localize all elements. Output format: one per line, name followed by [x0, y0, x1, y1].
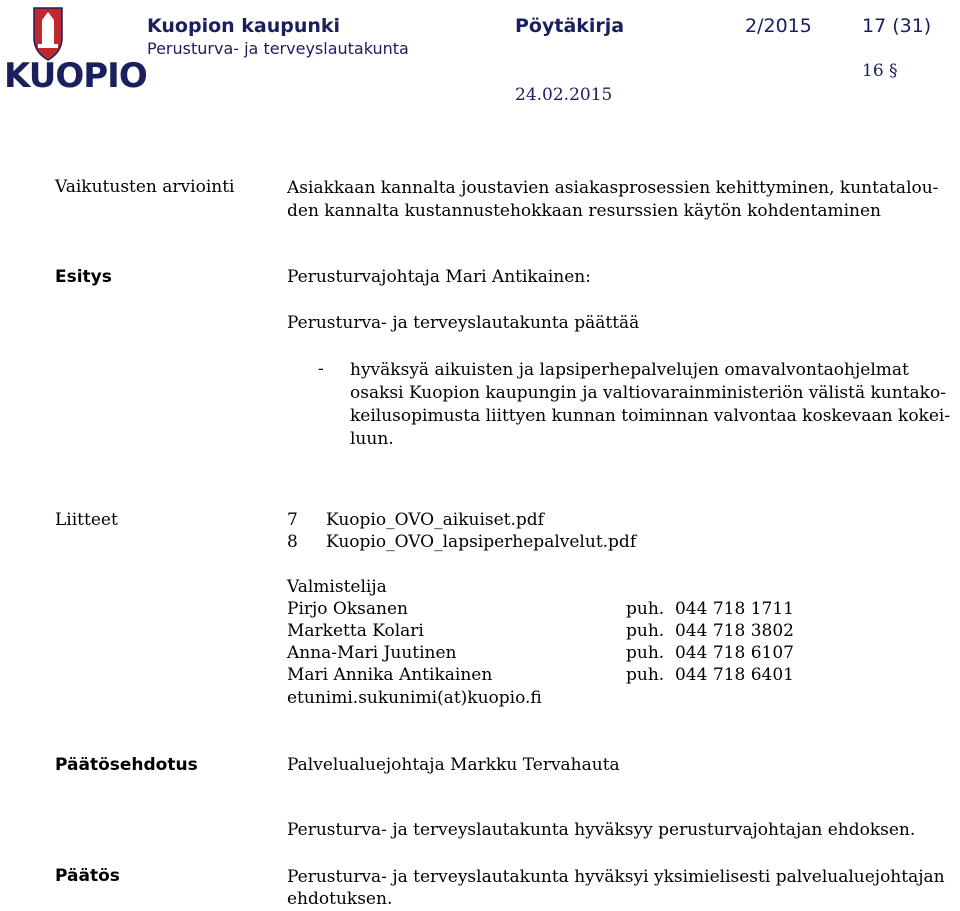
bullet-line-4: luun.: [350, 429, 394, 449]
preparer-phone: puh. 044 718 1711: [626, 599, 794, 619]
decision-proposal-accept: Perusturva- ja terveyslautakunta hyväksyy perusturvajohtajan ehdoksen.: [287, 820, 916, 840]
impact-line-2: den kannalta kustannustehokkaan resurssien käytön kohdentaminen: [287, 201, 881, 221]
decision-line-2: ehdotuksen.: [287, 889, 393, 909]
logo-wordmark: KUOPIO: [4, 56, 147, 96]
preparer-email: etunimi.sukunimi(at)kuopio.fi: [287, 688, 542, 708]
preparer-phone: puh. 044 718 3802: [626, 621, 794, 641]
decision-line-1: Perusturva- ja terveyslautakunta hyväksyi yksimielisesti palvelualuejohtajan: [287, 867, 945, 887]
attachment-file[interactable]: Kuopio_OVO_lapsiperhepalvelut.pdf: [326, 532, 637, 552]
proposal-label: Esitys: [55, 267, 112, 287]
preparer-title: Valmistelija: [287, 577, 387, 597]
coat-of-arms-icon: [2, 4, 102, 64]
bullet-line-3: keilusopimusta liittyen kunnan toiminnan valvontaa koskevaan kokei-: [350, 406, 951, 426]
decision-proposal-text: Palvelualuejohtaja Markku Tervahauta: [287, 755, 620, 775]
attachments-label: Liitteet: [55, 510, 118, 530]
decision-label: Päätös: [55, 866, 120, 886]
attachment-num: 7: [287, 510, 298, 530]
attachment-num: 8: [287, 532, 298, 552]
bullet-dash: -: [318, 359, 324, 379]
preparer-phone: puh. 044 718 6107: [626, 643, 794, 663]
impact-label: Vaikutusten arviointi: [55, 177, 235, 197]
preparer-name: Mari Annika Antikainen: [287, 665, 493, 685]
impact-line-1: Asiakkaan kannalta joustavien asiakasprosessien kehittyminen, kuntatalou-: [287, 178, 939, 198]
meeting-date: 24.02.2015: [515, 85, 613, 105]
preparer-phone: puh. 044 718 6401: [626, 665, 794, 685]
proposal-intro: Perusturva- ja terveyslautakunta päättää: [287, 313, 640, 333]
decision-proposal-label: Päätösehdotus: [55, 755, 198, 775]
section-number: 16 §: [862, 61, 898, 81]
attachment-file[interactable]: Kuopio_OVO_aikuiset.pdf: [326, 510, 544, 530]
preparer-name: Marketta Kolari: [287, 621, 424, 641]
page-number: 17 (31): [862, 15, 932, 37]
board-name: Perusturva- ja terveyslautakunta: [147, 39, 409, 58]
preparer-name: Anna-Mari Juutinen: [287, 643, 457, 663]
bullet-line-2: osaksi Kuopion kaupungin ja valtiovarainministeriön välistä kuntako-: [350, 383, 946, 403]
bullet-line-1: hyväksyä aikuisten ja lapsiperhepalvelujen omavalvontaohjelmat: [350, 360, 909, 380]
proposal-presenter: Perusturvajohtaja Mari Antikainen:: [287, 267, 591, 287]
kuopio-logo: [2, 4, 147, 96]
preparer-name: Pirjo Oksanen: [287, 599, 408, 619]
org-name: Kuopion kaupunki: [147, 15, 341, 37]
doc-number: 2/2015: [745, 15, 812, 37]
doc-type: Pöytäkirja: [515, 15, 625, 37]
